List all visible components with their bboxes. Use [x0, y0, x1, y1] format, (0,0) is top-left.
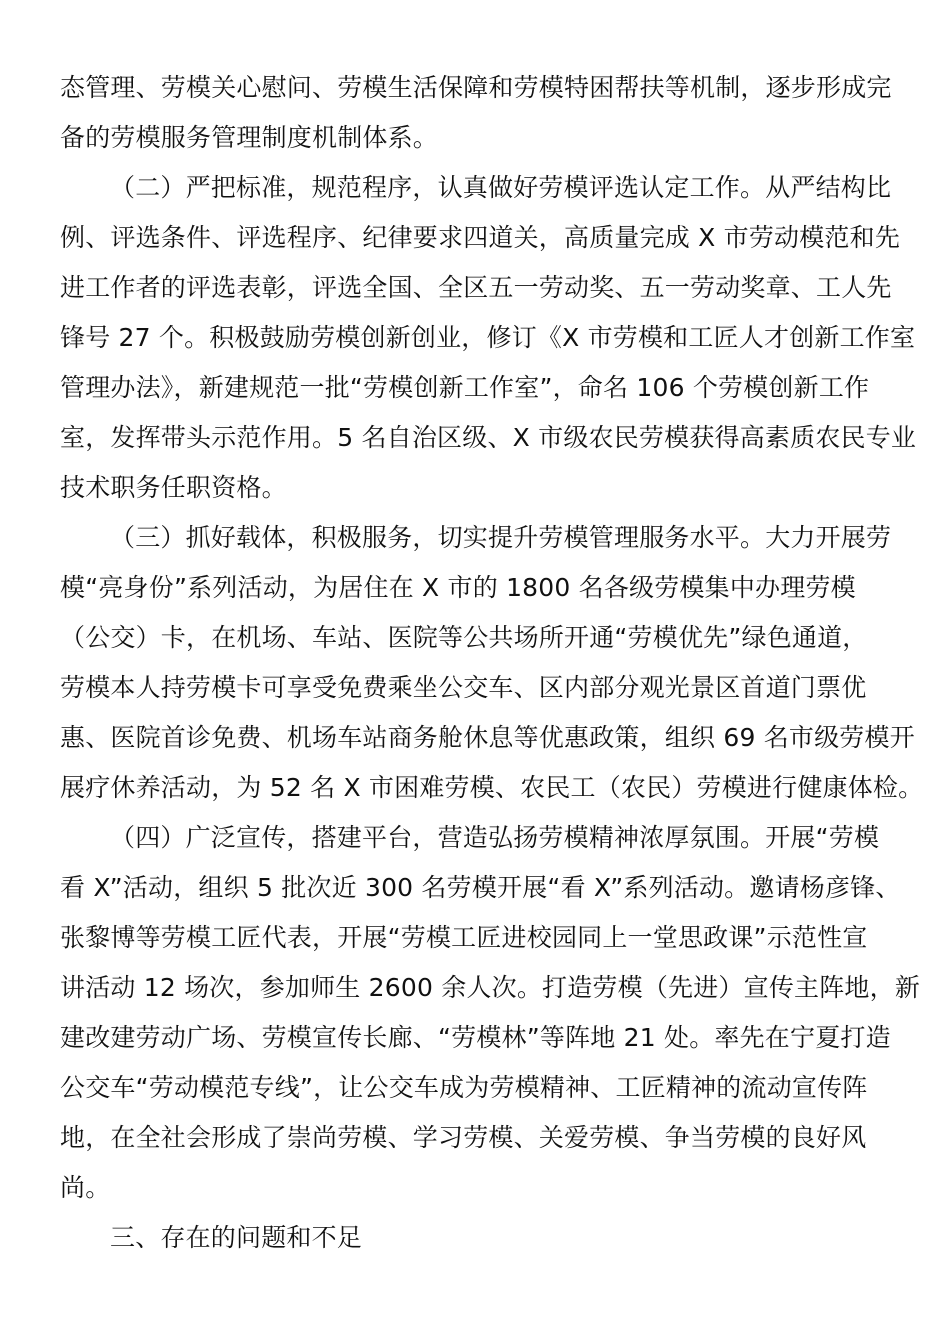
paragraph-line: 态管理、劳模关心慰问、劳模生活保障和劳模特困帮扶等机制，逐步形成完 — [60, 73, 892, 102]
paragraph-line: 尚。 — [60, 1173, 111, 1202]
paragraph-line: 劳模本人持劳模卡可享受免费乘坐公交车、区内部分观光景区首道门票优 — [60, 673, 867, 702]
section-heading-line: （三）抓好载体，积极服务，切实提升劳模管理服务水平。大力开展劳 — [110, 523, 892, 552]
paragraph-line: 例、评选条件、评选程序、纪律要求四道关，高质量完成 X 市劳动模范和先 — [60, 223, 901, 252]
paragraph-line: 进工作者的评选表彰，评选全国、全区五一劳动奖、五一劳动奖章、工人先 — [60, 273, 892, 302]
paragraph-line: 看 X”活动，组织 5 批次近 300 名劳模开展“看 X”系列活动。邀请杨彦锋、 — [60, 873, 901, 902]
section-heading-line: （四）广泛宣传，搭建平台，营造弘扬劳模精神浓厚氛围。开展“劳模 — [110, 823, 880, 852]
paragraph-line: 技术职务任职资格。 — [60, 473, 287, 502]
chapter-heading: 三、存在的问题和不足 — [110, 1223, 363, 1252]
paragraph-line: 惠、医院首诊免费、机场车站商务舱休息等优惠政策，组织 69 名市级劳模开 — [60, 723, 915, 752]
paragraph-line: 张黎博等劳模工匠代表，开展“劳模工匠进校园同上一堂思政课”示范性宣 — [60, 923, 868, 952]
paragraph-line: 模“亮身份”系列活动，为居住在 X 市的 1800 名各级劳模集中办理劳模 — [60, 573, 856, 602]
paragraph-line: 展疗休养活动，为 52 名 X 市困难劳模、农民工（农民）劳模进行健康体检。 — [60, 773, 924, 802]
paragraph-line: 讲活动 12 场次，参加师生 2600 余人次。打造劳模（先进）宣传主阵地，新 — [60, 973, 921, 1002]
paragraph-line: 建改建劳动广场、劳模宣传长廊、“劳模林”等阵地 21 处。率先在宁夏打造 — [60, 1023, 891, 1052]
paragraph-line: 管理办法》，新建规范一批“劳模创新工作室”，命名 106 个劳模创新工作 — [60, 373, 870, 402]
paragraph-line: 室，发挥带头示范作用。5 名自治区级、X 市级农民劳模获得高素质农民专业 — [60, 423, 917, 452]
paragraph-line: 地，在全社会形成了崇尚劳模、学习劳模、关爱劳模、争当劳模的良好风 — [60, 1123, 867, 1152]
paragraph-line: 锋号 27 个。积极鼓励劳模创新创业，修订《X 市劳模和工匠人才创新工作室 — [60, 323, 916, 352]
paragraph-line: 备的劳模服务管理制度机制体系。 — [60, 123, 439, 152]
section-heading-line: （二）严把标准，规范程序，认真做好劳模评选认定工作。从严结构比 — [110, 173, 892, 202]
paragraph-line: 公交车“劳动模范专线”，让公交车成为劳模精神、工匠精神的流动宣传阵 — [60, 1073, 868, 1102]
paragraph-line: （公交）卡，在机场、车站、医院等公共场所开通“劳模优先”绿色通道， — [60, 623, 868, 652]
